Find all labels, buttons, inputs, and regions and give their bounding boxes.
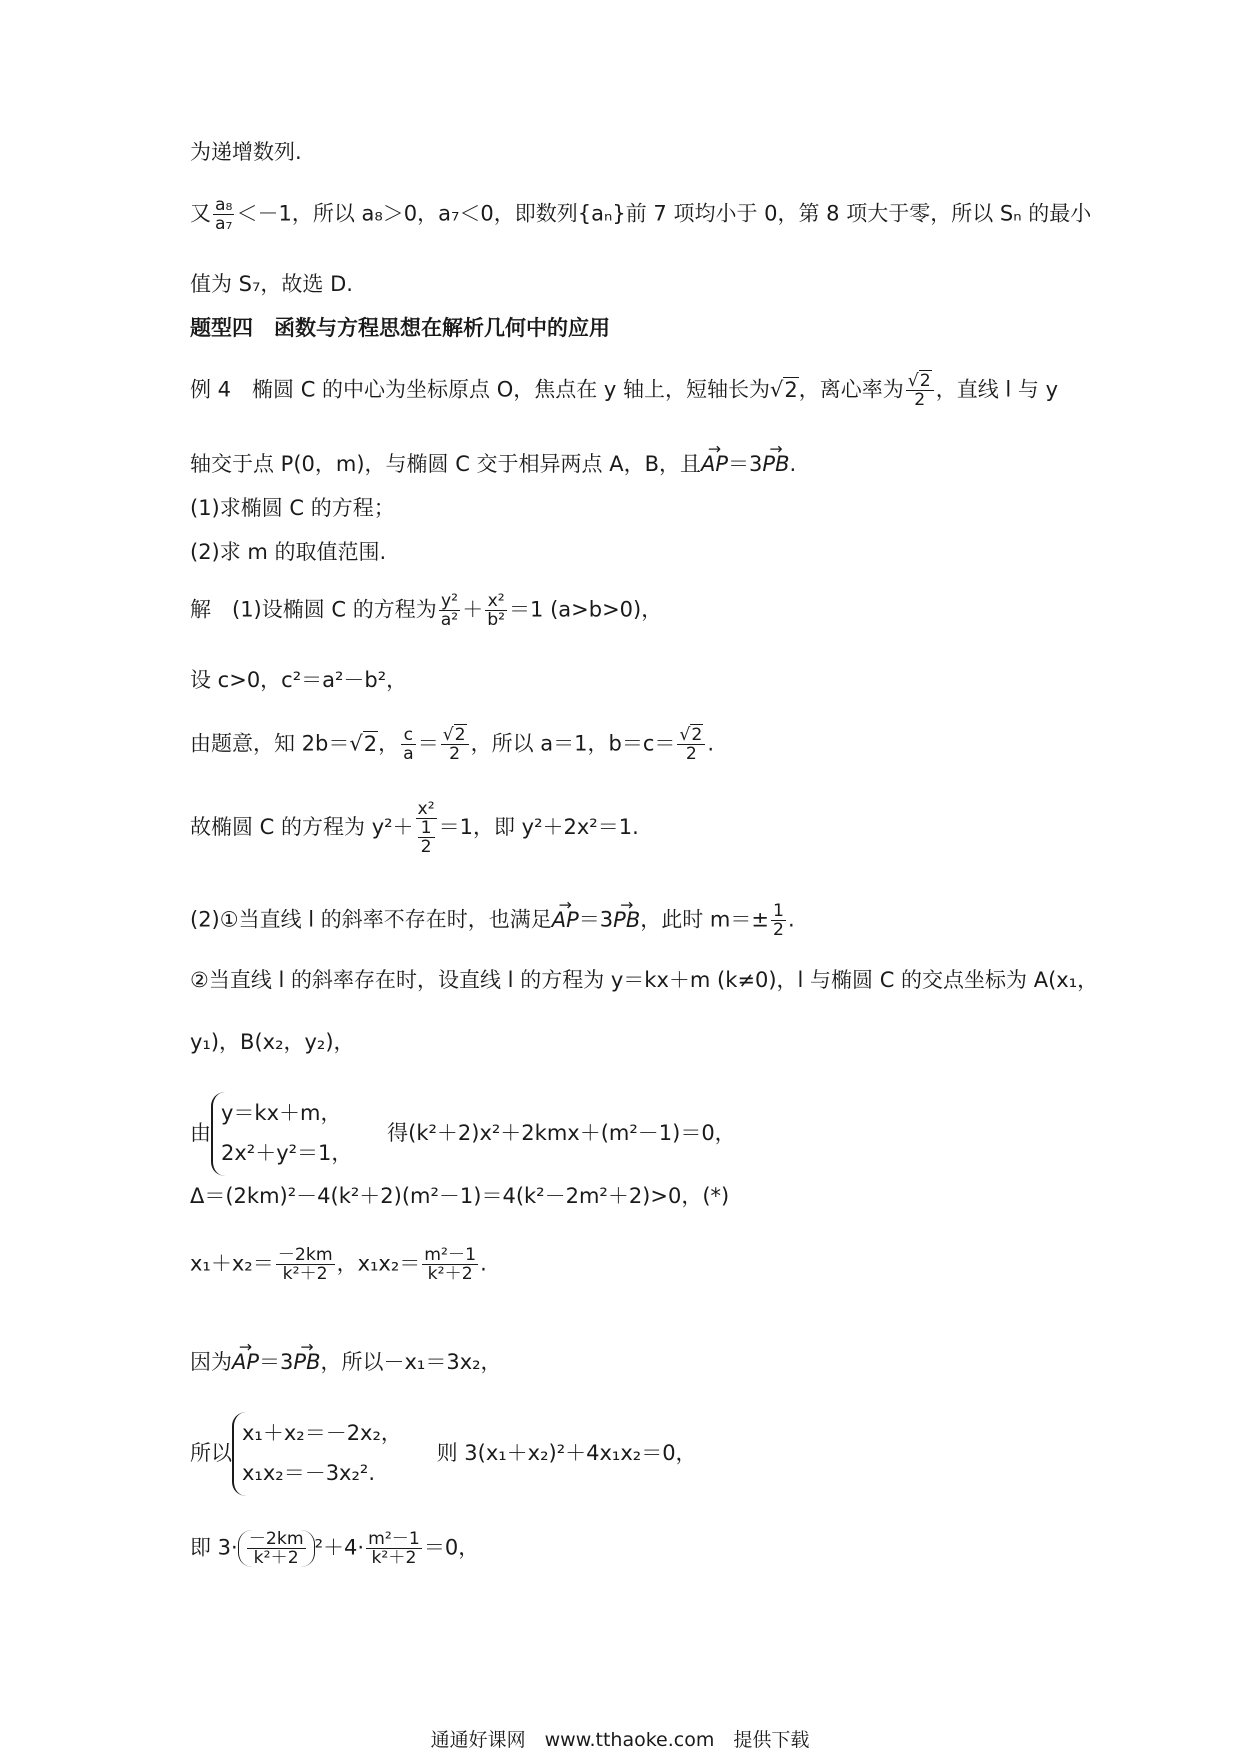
line-19: 因为→ AP＝3→ PB，所以－x₁＝3x₂， <box>190 1350 1060 1375</box>
fraction-sqrt2-over-2: $\frac{√2}{2}$ <box>906 372 934 409</box>
vector-PB: → PB <box>762 452 789 477</box>
equation-system-1: y＝kx＋m， 2x²＋y²＝1， <box>211 1092 360 1176</box>
line-20: 所以 x₁＋x₂＝－2x₂， x₁x₂＝－3x₂². 则 3(x₁＋x₂)²＋4x₁x₂＝0， <box>190 1412 1060 1496</box>
line-03: 值为 S₇，故选 D. <box>190 272 353 296</box>
fraction-a8-over-a7: $\frac{\text{a₈}}{\text{a₇}}$ <box>215 195 233 235</box>
line-06: 轴交于点 P(0，m)，与椭圆 C 交于相异两点 A，B，且→ AP＝3→ PB. <box>190 452 1060 477</box>
sqrt-2: √2 <box>770 377 798 402</box>
fraction-sum: $\frac{-2km}{\text{k²＋2}}$ <box>277 1245 333 1285</box>
line-18: x₁＋x₂＝ $\frac{-2km}{\text{k²＋2}}$ ，x₁x₂＝ $\frac{\text{m²－1}}{\text{k²＋2}}$ . <box>190 1245 487 1285</box>
fraction-x2-over-b2: $\frac{\text{x²}}{\text{b²}}$ <box>487 591 506 631</box>
vector-AP: → AP <box>701 452 728 477</box>
section-heading: 题型四 函数与方程思想在解析几何中的应用 <box>190 316 610 340</box>
line-07: (1)求椭圆 C 的方程； <box>190 496 395 520</box>
page-footer: 通通好课网 www.tthaoke.com 提供下载 <box>430 1729 810 1751</box>
line-17: Δ＝(2km)²－4(k²＋2)(m²－1)＝4(k²－2m²＋2)>0，(*) <box>190 1184 730 1208</box>
line-13: (2)①当直线 l 的斜率不存在时，也满足→ AP＝3→ PB，此时 m＝± $\frac{1}{2}$ . <box>190 902 1060 939</box>
line-02: 又 $\frac{\text{a₈}}{\text{a₇}}$ ＜－1，所以 a₈＞0，a₇＜0，即数列{aₙ}前 7 项均小于 0，第 8 项大于零，所以 Sₙ 的最小 <box>190 195 1092 235</box>
line-01: 为递增数列. <box>190 140 302 164</box>
line-16: 由 y＝kx＋m， 2x²＋y²＝1， 得(k²＋2)x²＋2kmx＋(m²－1)＝0， <box>190 1092 1060 1176</box>
fraction-1-over-2: $\frac{1}{2}$ <box>772 901 784 941</box>
line-15: y₁)，B(x₂，y₂)， <box>190 1030 355 1054</box>
line-08: (2)求 m 的取值范围. <box>190 540 387 564</box>
line-14: ②当直线 l 的斜率存在时，设直线 l 的方程为 y＝kx＋m (k≠0)，l 与椭圆 C 的交点坐标为 A(x₁， <box>190 968 1099 992</box>
fraction-product: $\frac{\text{m²－1}}{\text{k²＋2}}$ <box>424 1245 477 1285</box>
line-12: 故椭圆 C 的方程为 y²＋ x² 1 2 ＝1，即 y²＋2x²＝1. <box>190 799 639 858</box>
line-05: 例 4 椭圆 C 的中心为坐标原点 O，焦点在 y 轴上，短轴长为√2，离心率为 $\frac{√2}{2}$ ，直线 l 与 y <box>190 371 1059 411</box>
fraction-x2-over-half: x² 1 2 <box>417 799 435 858</box>
line-10: 设 c>0，c²＝a²－b²， <box>190 668 408 692</box>
line-09: 解 (1)设椭圆 C 的方程为 $\frac{\text{y²}}{\text{a²}}$ ＋ $\frac{\text{x²}}{\text{b²}}$ ＝1 (a>b>0)， <box>190 591 663 631</box>
line-21: 即 3· $\frac{-2km}{\text{k²＋2}}$ ²＋4· $\frac{\text{m²－1}}{\text{k²＋2}}$ ＝0， <box>190 1529 480 1569</box>
equation-system-2: x₁＋x₂＝－2x₂， x₁x₂＝－3x₂². <box>232 1412 410 1496</box>
line-11: 由题意，知 2b＝√2， $\frac{c}{a}$ ＝ $\frac{√2}{2}$ ，所以 a＝1，b＝c＝ $\frac{√2}{2}$ . <box>190 725 714 765</box>
fraction-c-over-a: $\frac{c}{a}$ <box>403 725 414 765</box>
fraction-y2-over-a2: $\frac{\text{y²}}{\text{a²}}$ <box>440 591 459 631</box>
